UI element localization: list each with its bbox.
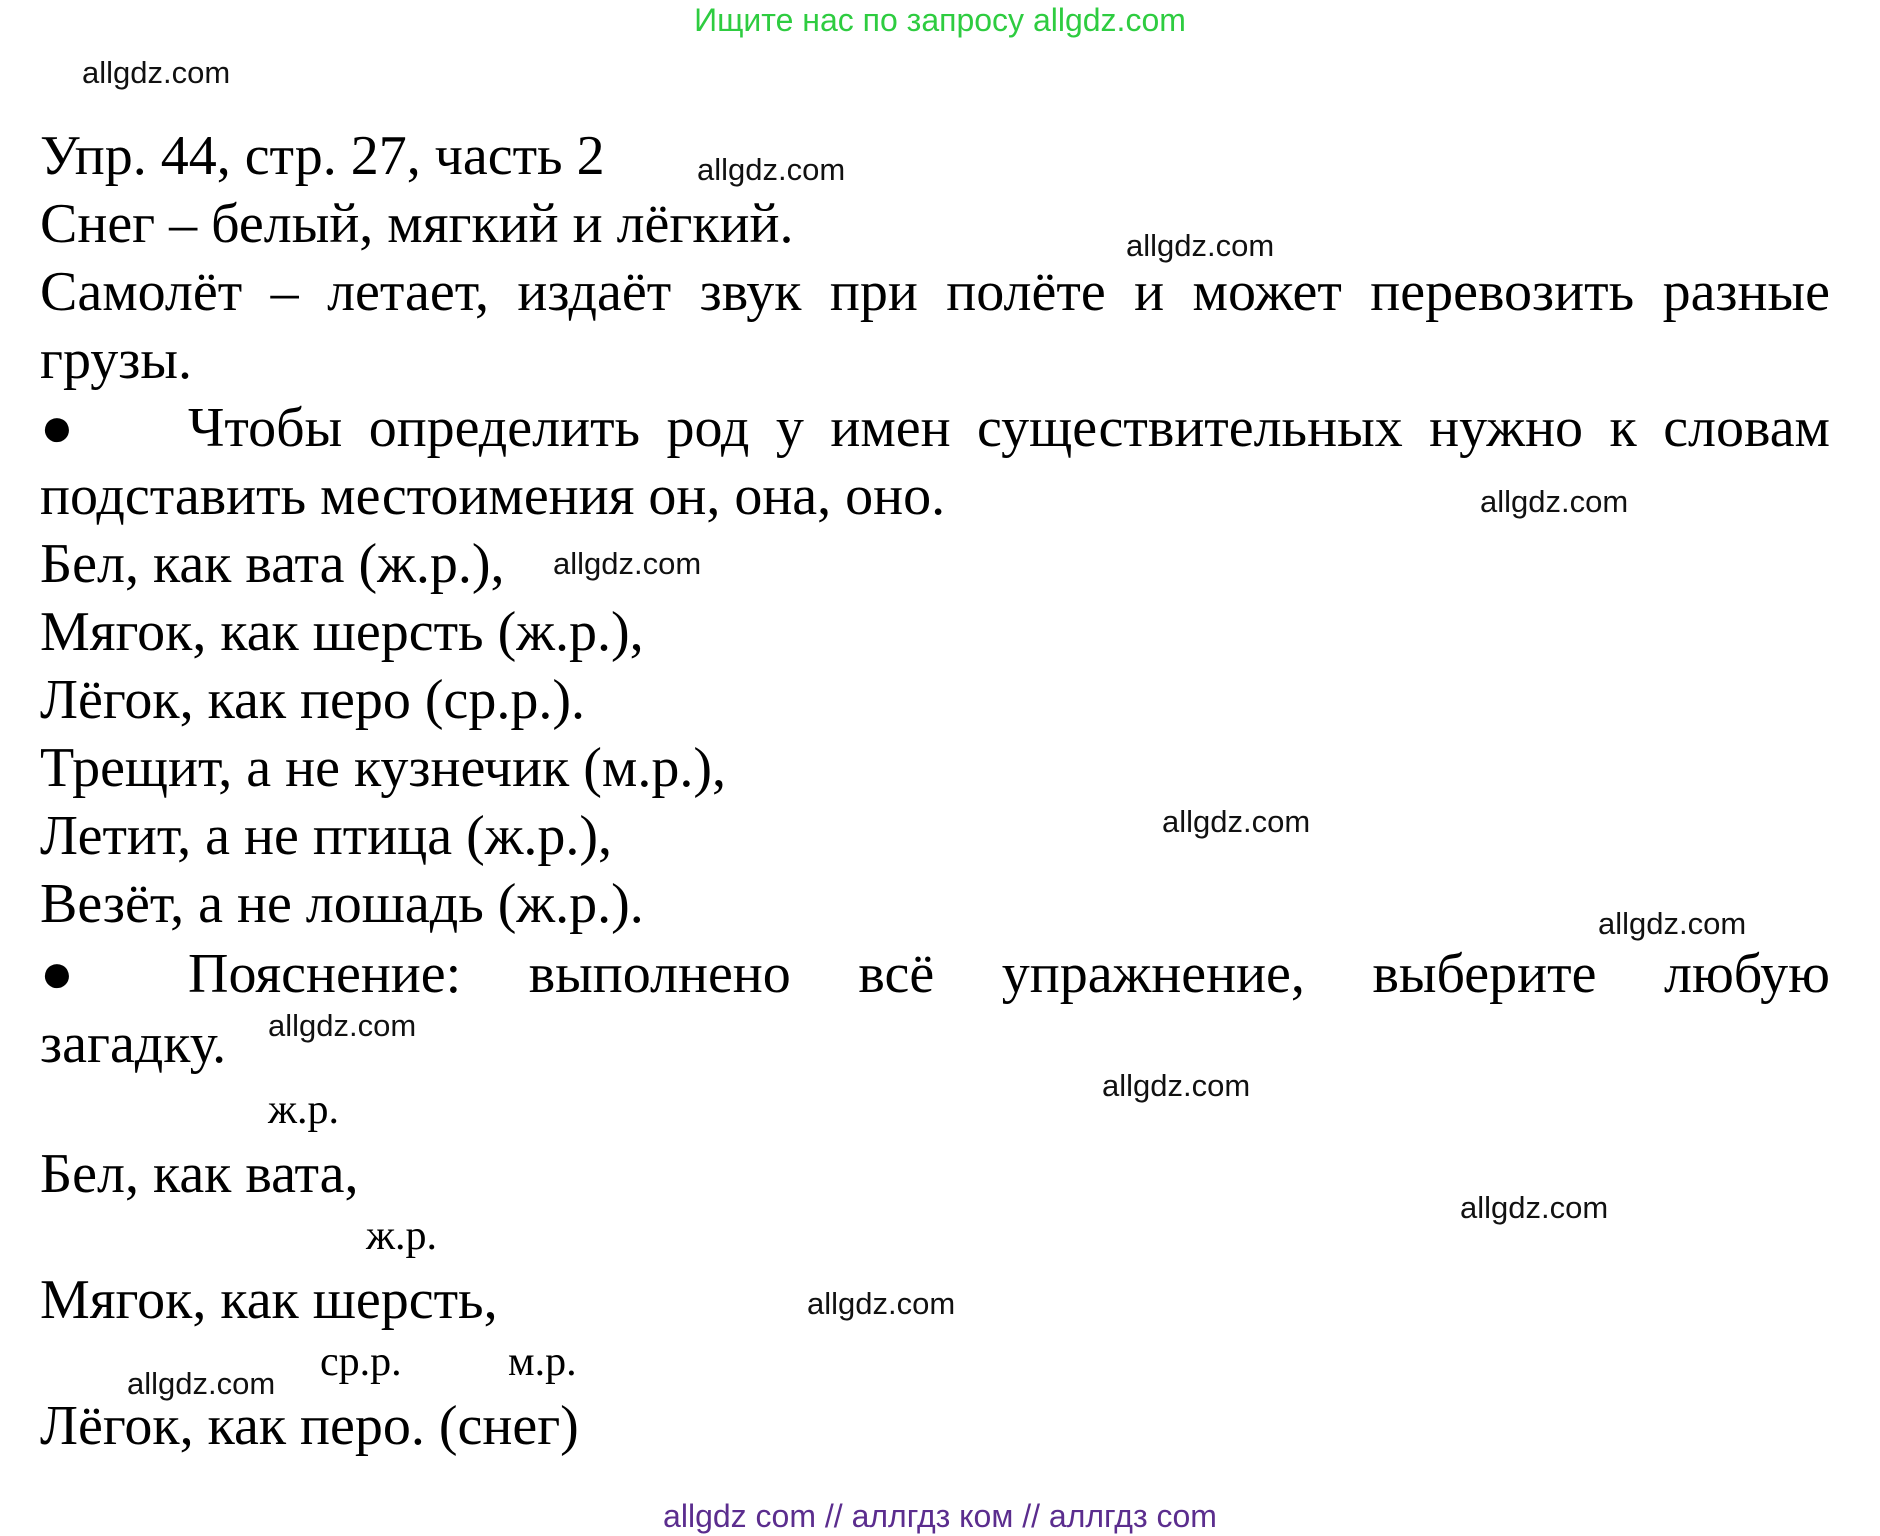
gender-note: ж.р. <box>268 1087 340 1133</box>
watermark: allgdz.com <box>553 546 702 581</box>
text-line-pronouns: подставить местоимения он, она, оно. <box>40 465 946 527</box>
riddle-answer-line-1: Бел, как вата (ж.р.), <box>40 533 505 595</box>
watermark: allgdz.com <box>127 1366 276 1401</box>
text-line-plane: Самолёт – летает, издаёт звук при полёте и может перевозить разные <box>40 261 1830 323</box>
text-line-plane-cont: грузы. <box>40 329 192 391</box>
bullet-icon: ● <box>40 943 74 1005</box>
riddle-line-3: Лёгок, как перо. (снег) <box>40 1395 579 1457</box>
bullet-text: Пояснение: выполнено всё упражнение, выберите любую <box>188 943 1830 1005</box>
bullet-icon: ● <box>40 397 74 459</box>
watermark: allgdz.com <box>1162 804 1311 839</box>
watermark: allgdz.com <box>1480 484 1629 519</box>
footer-links[interactable]: allgdz com // аллгдз ком // аллгдз com <box>663 1498 1217 1534</box>
bullet-text: Чтобы определить род у имен существительных нужно к словам <box>188 397 1830 459</box>
riddle-answer-line-2: Мягок, как шерсть (ж.р.), <box>40 601 644 663</box>
watermark: allgdz.com <box>1460 1190 1609 1225</box>
gender-note: ср.р. <box>320 1339 402 1385</box>
watermark: allgdz.com <box>1598 906 1747 941</box>
riddle-answer-line-6: Везёт, а не лошадь (ж.р.). <box>40 873 644 935</box>
riddle-line-1: Бел, как вата, <box>40 1143 359 1205</box>
watermark: allgdz.com <box>697 152 846 187</box>
watermark: allgdz.com <box>1102 1068 1251 1103</box>
watermark: allgdz.com <box>268 1008 417 1043</box>
riddle-answer-line-3: Лёгок, как перо (ср.р.). <box>40 669 586 731</box>
text-line-snow: Снег – белый, мягкий и лёгкий. <box>40 193 794 255</box>
gender-note: м.р. <box>508 1339 577 1385</box>
riddle-answer-line-4: Трещит, а не кузнечик (м.р.), <box>40 737 726 799</box>
riddle-answer-line-5: Летит, а не птица (ж.р.), <box>40 805 613 867</box>
watermark: allgdz.com <box>807 1286 956 1321</box>
watermark: allgdz.com <box>1126 228 1275 263</box>
watermark: allgdz.com <box>82 55 231 90</box>
text-line-riddle: загадку. <box>40 1013 227 1075</box>
riddle-line-2: Мягок, как шерсть, <box>40 1269 498 1331</box>
exercise-title: Упр. 44, стр. 27, часть 2 <box>40 125 605 187</box>
top-banner[interactable]: Ищите нас по запросу allgdz.com <box>694 2 1186 38</box>
gender-note: ж.р. <box>366 1213 438 1259</box>
